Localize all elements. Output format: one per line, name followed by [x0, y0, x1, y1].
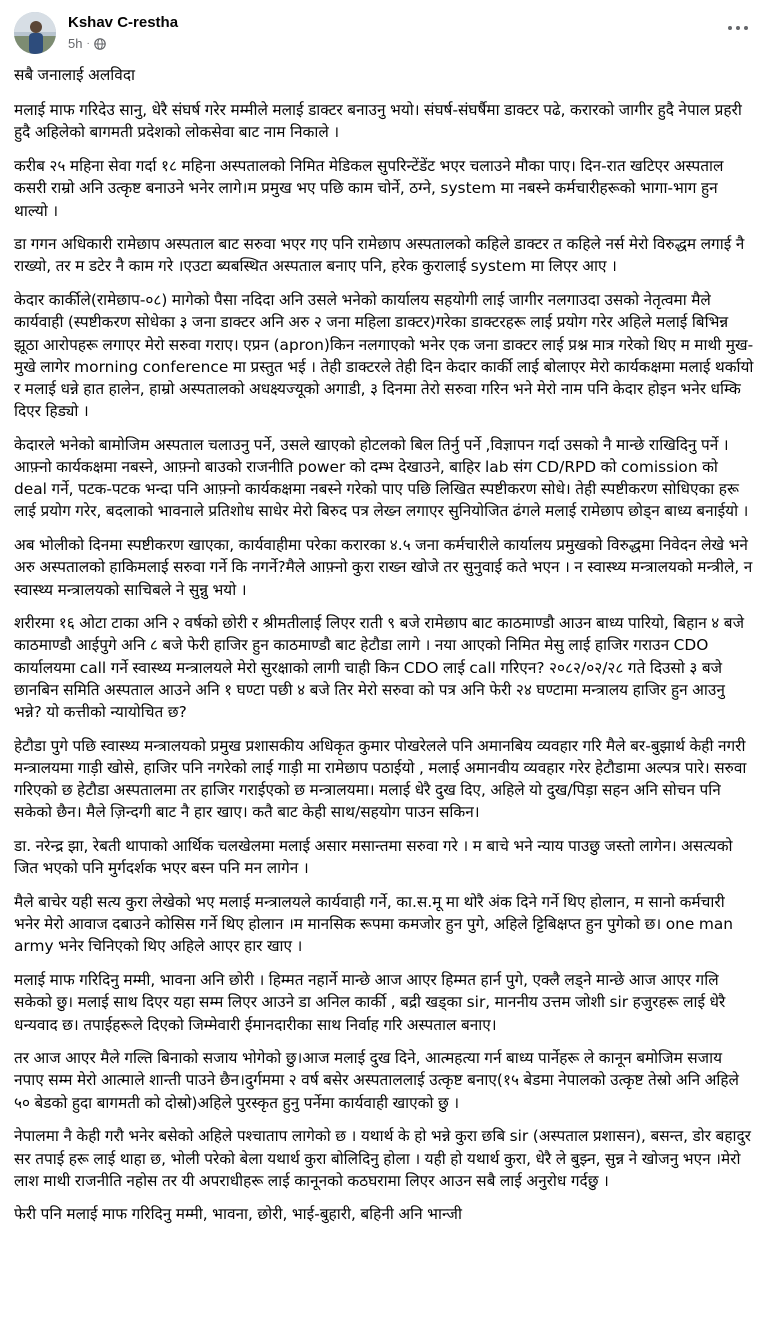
- post-paragraph: केदारले भनेको बामोजिम अस्पताल चलाउनु पर्ने, उसले खाएको होटलको बिल तिर्नु पर्ने ,विज्ञापन गर्दा उसको नै मान्छे राखिदिनु पर्ने । आफ़्नो कार्यकक्षमा नबस्ने, आफ़्नो बाउको राजनीति power को दम्भ देखाउने, बाहिर lab संग CD/RPD को comission को deal गर्ने, पटक-पटक भन्दा पनि आफ़्नो कार्यकक्षमा नबस्ने गरेको पाए पछि लिखित स्पष्टीकरण सोधे। तेही स्पष्टीकरण सोधिएका हरू लाई प्रयोग गरेर, बदलाको भावनाले प्रतिशोध साधेर मेरो बिरुद पत्र लेख्न लगाएर सुनियोजित ढंगले मलाई रामेछाप छोड्न बाध्य बनाईयो ।: [14, 435, 749, 521]
- post-body: [14, 64, 754, 1237]
- post-paragraph: डा. नरेन्द्र झा, रेबती थापाको आर्थिक चलखेलमा मलाई असार मसान्तमा सरुवा गरे । म बाचे भने न्याय पाउछु जस्तो लागेन। असत्यको जित भएको पनि मुर्गदर्शक भएर बस्न पनि मन लागेन ।: [14, 837, 733, 878]
- post-paragraph: केदार कार्कीले(रामेछाप-०८) मागेको पैसा नदिदा अनि उसले भनेको कार्यालय सहयोगी लाई जागीर नलगाउदा उसको नेतृत्वमा मैले कार्यवाही (स्पष्टीकरण सोधेका ३ जना डाक्टर अनि अरु २ जना महिला डाक्टर)गरेका डाक्टरहरू लाई प्रयोग गरेर अहिले मलाई बिभिन्न झूठा आरोपहरू लगाएर मेरो सरुवा गराए। एप्रन (apron)किन नलगाएको भनेर एक जना डाक्टर लाई प्रश्न मात्र गरेको थिए म माथी मुख-मुखे लागेर morning conference मा प्रस्तुत भई । तेही डाक्टरले तेही दिन केदार कार्की लाई बोलाएर मेरो कार्यकक्षमा मलाई थर्कायो र मलाई धन्ने हात हालेन, हाम्रो अस्पतालको अधक्ष्यज्यूको अगाडी, ३ दिनमा तेरो सरुवा गरिन भने मेरो नाम पनि केदार होइन भनेर धम्कि दिएर हिड्यो ।: [14, 291, 754, 421]
- post-paragraph: तर आज आएर मैले गल्ति बिनाको सजाय भोगेको छु।आज मलाई दुख दिने, आत्महत्या गर्न बाध्य पार्नेहरू ले कानून बमोजिम सजाय नपाए सम्म मेरो आत्माले शान्ती पाउने छैन।दुर्गममा २ वर्ष बसेर अस्पताललाई उत्कृष्ट बनाए(१५ बेडमा नेपालको उत्कृष्ट तेस्रो अनि अहिले ५० बेडको हुदा बागमती को दोस्रो)अहिले पुरस्कृत हुनु पर्नेमा कार्यवाही खाएको छु ।: [14, 1049, 739, 1112]
- post-meta: [68, 36, 106, 51]
- post-paragraph: फेरी पनि मलाई माफ गरिदिनु मम्मी, भावना, छोरी, भाई-बुहारी, बहिनी अनि भान्जी: [14, 1205, 462, 1224]
- globe-icon[interactable]: [94, 38, 106, 50]
- post-paragraph: हेटौडा पुगे पछि स्वास्थ्य मन्त्रालयको प्रमुख प्रशासकीय अधिकृत कुमार पोखरेलले पनि अमानबिय व्यवहार गरि मैले बर-बुझार्थ केही नगरी मन्त्रालयमा गाड़ी खोसे, हाजिर पनि नगरेको लाई गाड़ी मा रामेछाप पठाईयो , मलाई अमानवीय व्यवहार गरेर हेटौडामा अल्पत्र पारे। सरुवा गरिएको छ हेटौडा अस्पतालमा तर हाजिर गराईएको छ मन्त्रालयमा। मलाई धेरै दुख दिए, अहिले यो दुख/पिड़ा सहन अनि सोचन पनि सकेको छैन। मैले ज़िन्दगी बाट नै हार खाए। कतै बाट केही साथ/सहयोग पाउन सकिन।: [14, 736, 747, 822]
- post-paragraph: डा गगन अधिकारी रामेछाप अस्पताल बाट सरुवा भएर गए पनि रामेछाप अस्पतालको कहिले डाक्टर त कहिले नर्स मेरो विरुद्धम लगाई नै राख्यो, तर म डटेर नै काम गरे ।एउटा ब्यबस्थित अस्पताल बनाए पनि, हरेक कुरालाई system मा लिएर आए ।: [14, 235, 745, 276]
- post-paragraph: नेपालमा नै केही गरौ भनेर बसेको अहिले पश्चाताप लागेको छ । यथार्थ के हो भन्ने कुरा छबि sir (अस्पताल प्रशासन), बसन्त, डोर बहादुर सर तपाई हरू लाई थाहा छ, भोली परेको बेला यथार्थ कुरा बोलिदिनु होला । यही हो यथार्थ कुरा, धेरै ले बुझ्न, सुन्न ने खोजनु भएन ।मेरो लाश माथी राजनीति नहोस तर यी अपराधीहरू लाई कानूनको कठघरामा लिएर आउन सबै लाई अनुरोध गर्दछु ।: [14, 1127, 751, 1190]
- avatar[interactable]: [14, 12, 56, 54]
- post-paragraph: मैले बाचेर यही सत्य कुरा लेखेको भए मलाई मन्त्रालयले कार्यवाही गर्ने, का.स.मू मा थोरै अंक दिने गर्ने थिए होलान, म सानो कर्मचारी भनेर मेरो आवाज दबाउने कोसिस गर्ने थिए होलान ।म मानसिक रूपमा कमजोर हुन पुगे, अहिले ट्टिबिक्षप्त हुन पुगेको छ। one man army भनेर चिनिएको थिए अहिले आएर हार खाए ।: [14, 893, 734, 956]
- post-paragraph: करीब २५ महिना सेवा गर्दा १८ महिना अस्पतालको निमित मेडिकल सुपरिन्टेंडेंट भएर चलाउने मौका पाए। दिन-रात खटिएर अस्पताल कसरी राम्रो अनि उत्कृष्ट बनाउने भनेर लागे।म प्रमुख भए पछि काम चोर्ने, ठग्ने, system मा नबस्ने कर्मचारीहरूको भागा-भाग हुन थाल्यो ।: [14, 157, 724, 220]
- post-header: [14, 12, 756, 56]
- post-paragraph: शरीरमा १६ ओटा टाका अनि २ वर्षको छोरी र श्रीमतीलाई लिएर राती ९ बजे रामेछाप बाट काठमाण्डौ आउन बाध्य पारियो, बिहान ४ बजे काठमाण्डौ आईपुगे अनि ८ बजे फेरी हाजिर हुन काठमाण्डौ बाट हेटौडा लागे । नया आएको निमित मेसु लाई हाजिर गराउन CDO कार्यालयमा call गर्ने स्वास्थ्य मन्त्रालयले मेरो सुरक्षाको लागी चाही किन CDO लाई call गरिएन? २०८२/०२/२८ गते दिउसो ३ बजे छानबिन समिति अस्पताल आउने अनि १ घण्टा पछी ४ बजे तिर मेरो सरुवा को पत्र अनि फेरी २४ घण्टामा मन्त्रालय हाजिर हुन आउनु भन्ने? यो कत्तीको न्यायोचित छ?: [14, 614, 744, 722]
- profile-photo: [14, 12, 56, 54]
- author-name[interactable]: Kshav C-restha: [68, 14, 179, 31]
- more-horizontal-icon[interactable]: [720, 18, 756, 38]
- post-time[interactable]: 5h: [68, 36, 83, 51]
- post-paragraph: सबै जनालाई अलविदा: [14, 66, 135, 84]
- post-paragraph: अब भोलीको दिनमा स्पष्टीकरण खाएका, कार्यवाहीमा परेका करारका ४.५ जना कर्मचारीले कार्यालय प्रमुखको विरुद्धमा निवेदन लेखे भने अरु अस्पतालको हाकिमलाई सरुवा गर्ने कि नगर्ने?मैले आफ़्नो कुरा राख्न खोजे तर सुनुवाई कते भएन । न स्वास्थ्य मन्त्रालयको मन्त्रीले, न स्वास्थ्य मन्त्रालयको साचिबले ने सुन्नु भयो ।: [14, 536, 753, 599]
- post-paragraph: मलाई माफ गरिदिनु मम्मी, भावना अनि छोरी । हिम्मत नहार्ने मान्छे आज आएर हिम्मत हार्न पुगे, एक्लै लड्ने मान्छे आज आएर गलि सकेको छु। मलाई साथ दिएर यहा सम्म लिएर आउने डा अनिल कार्की , बद्री खड्का sir, माननीय उत्तम जोशी sir हजुरहरू लाई धेरै धन्यवाद छ। तपाईहरूले दिएको जिम्मेवारी ईमानदारीका साथ निर्वाह गरि अस्पताल बनाए।: [14, 971, 726, 1034]
- post-paragraph: मलाई माफ गरिदेउ सानु, धेरै संघर्ष गरेर मम्मीले मलाई डाक्टर बनाउनु भयो। संघर्ष-संघर्षैमा डाक्टर पढे, करारको जागीर हुदै नेपाल प्रहरी हुदै अहिलेको बागमती प्रदेशको लोकसेवा बाट नाम निकाले ।: [14, 101, 742, 142]
- separator-dot: ·: [86, 38, 90, 49]
